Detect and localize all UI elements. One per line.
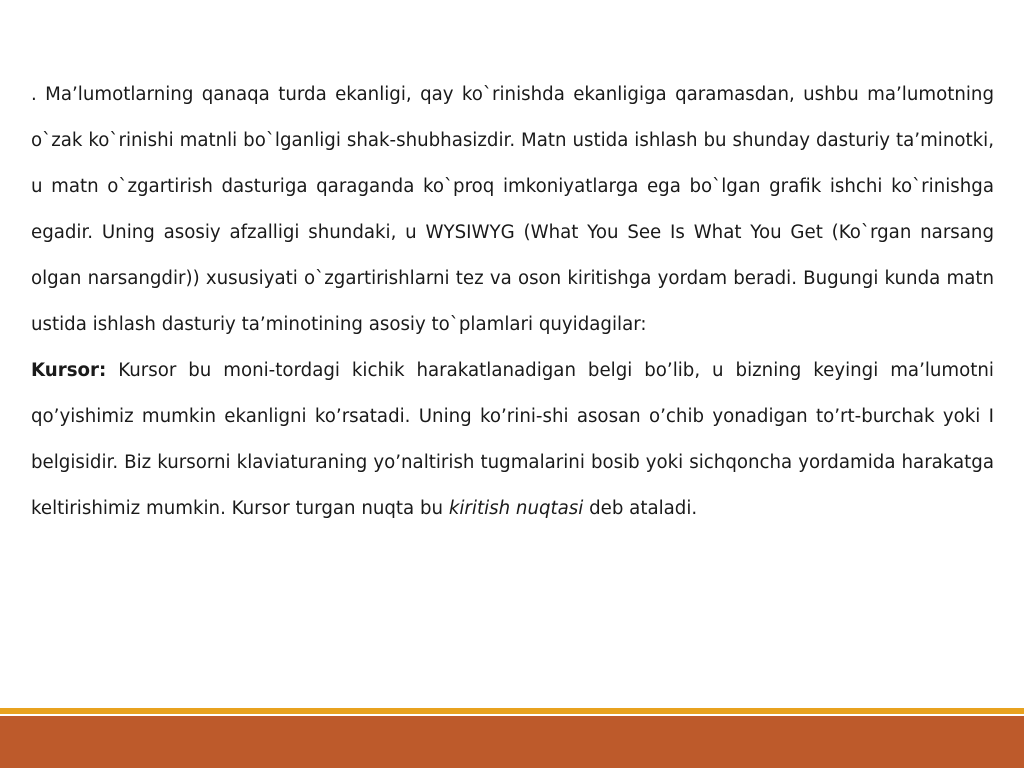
- accent-line: [0, 708, 1024, 714]
- paragraph-intro-text: . Ma’lumotlarning qanaqa turda ekanligi, qay ko`rinishda ekanligiga qaramasdan, ushbu ma’lumotning o`zak ko`rinishi matnli bo`lganligi shak-shubhasizdir. Matn ustida ishlash bu shunday dasturiy ta’minotki, u matn o`zgartirish dasturiga qaraganda ko`proq imkoniyatlarga ega bo`lgan grafik ishchi ko`rinishga egadir. Uning asosiy afzalligi shundaki, u WYSIWYG (What You See Is What You Get (Ko`rgan narsang olgan narsangdir)) xususiyati o`zgartirishlarni tez va oson kiritishga yordam beradi. Bugungi kunda matn ustida ishlash dasturiy ta’minotining asosiy to`plamlari quyidagilar:: [31, 84, 994, 335]
- slide-content: [31, 72, 994, 532]
- cursor-term: Kursor:: [31, 360, 107, 381]
- cursor-description: Kursor bu moni-tordagi kichik harakatlanadigan belgi bo’lib, u bizning keyingi ma’lumotni qo’yishimiz mumkin ekanligni ko’rsatadi. Uning ko’rini-shi asosan o’chib yonadigan to’rt-burchak yoki I belgisidir. Biz kursorni klaviaturaning yo’naltirish tugmalarini bosib yoki sichqoncha yordamida harakatga keltirishimiz mumkin. Kursor turgan nuqta bu: [31, 360, 994, 519]
- paragraph-intro: [31, 72, 994, 348]
- paragraph-cursor: [31, 348, 994, 532]
- insertion-point-term: kiritish nuqtasi: [448, 498, 584, 519]
- footer-band: [0, 716, 1024, 768]
- cursor-description-end: deb ataladi.: [583, 498, 698, 519]
